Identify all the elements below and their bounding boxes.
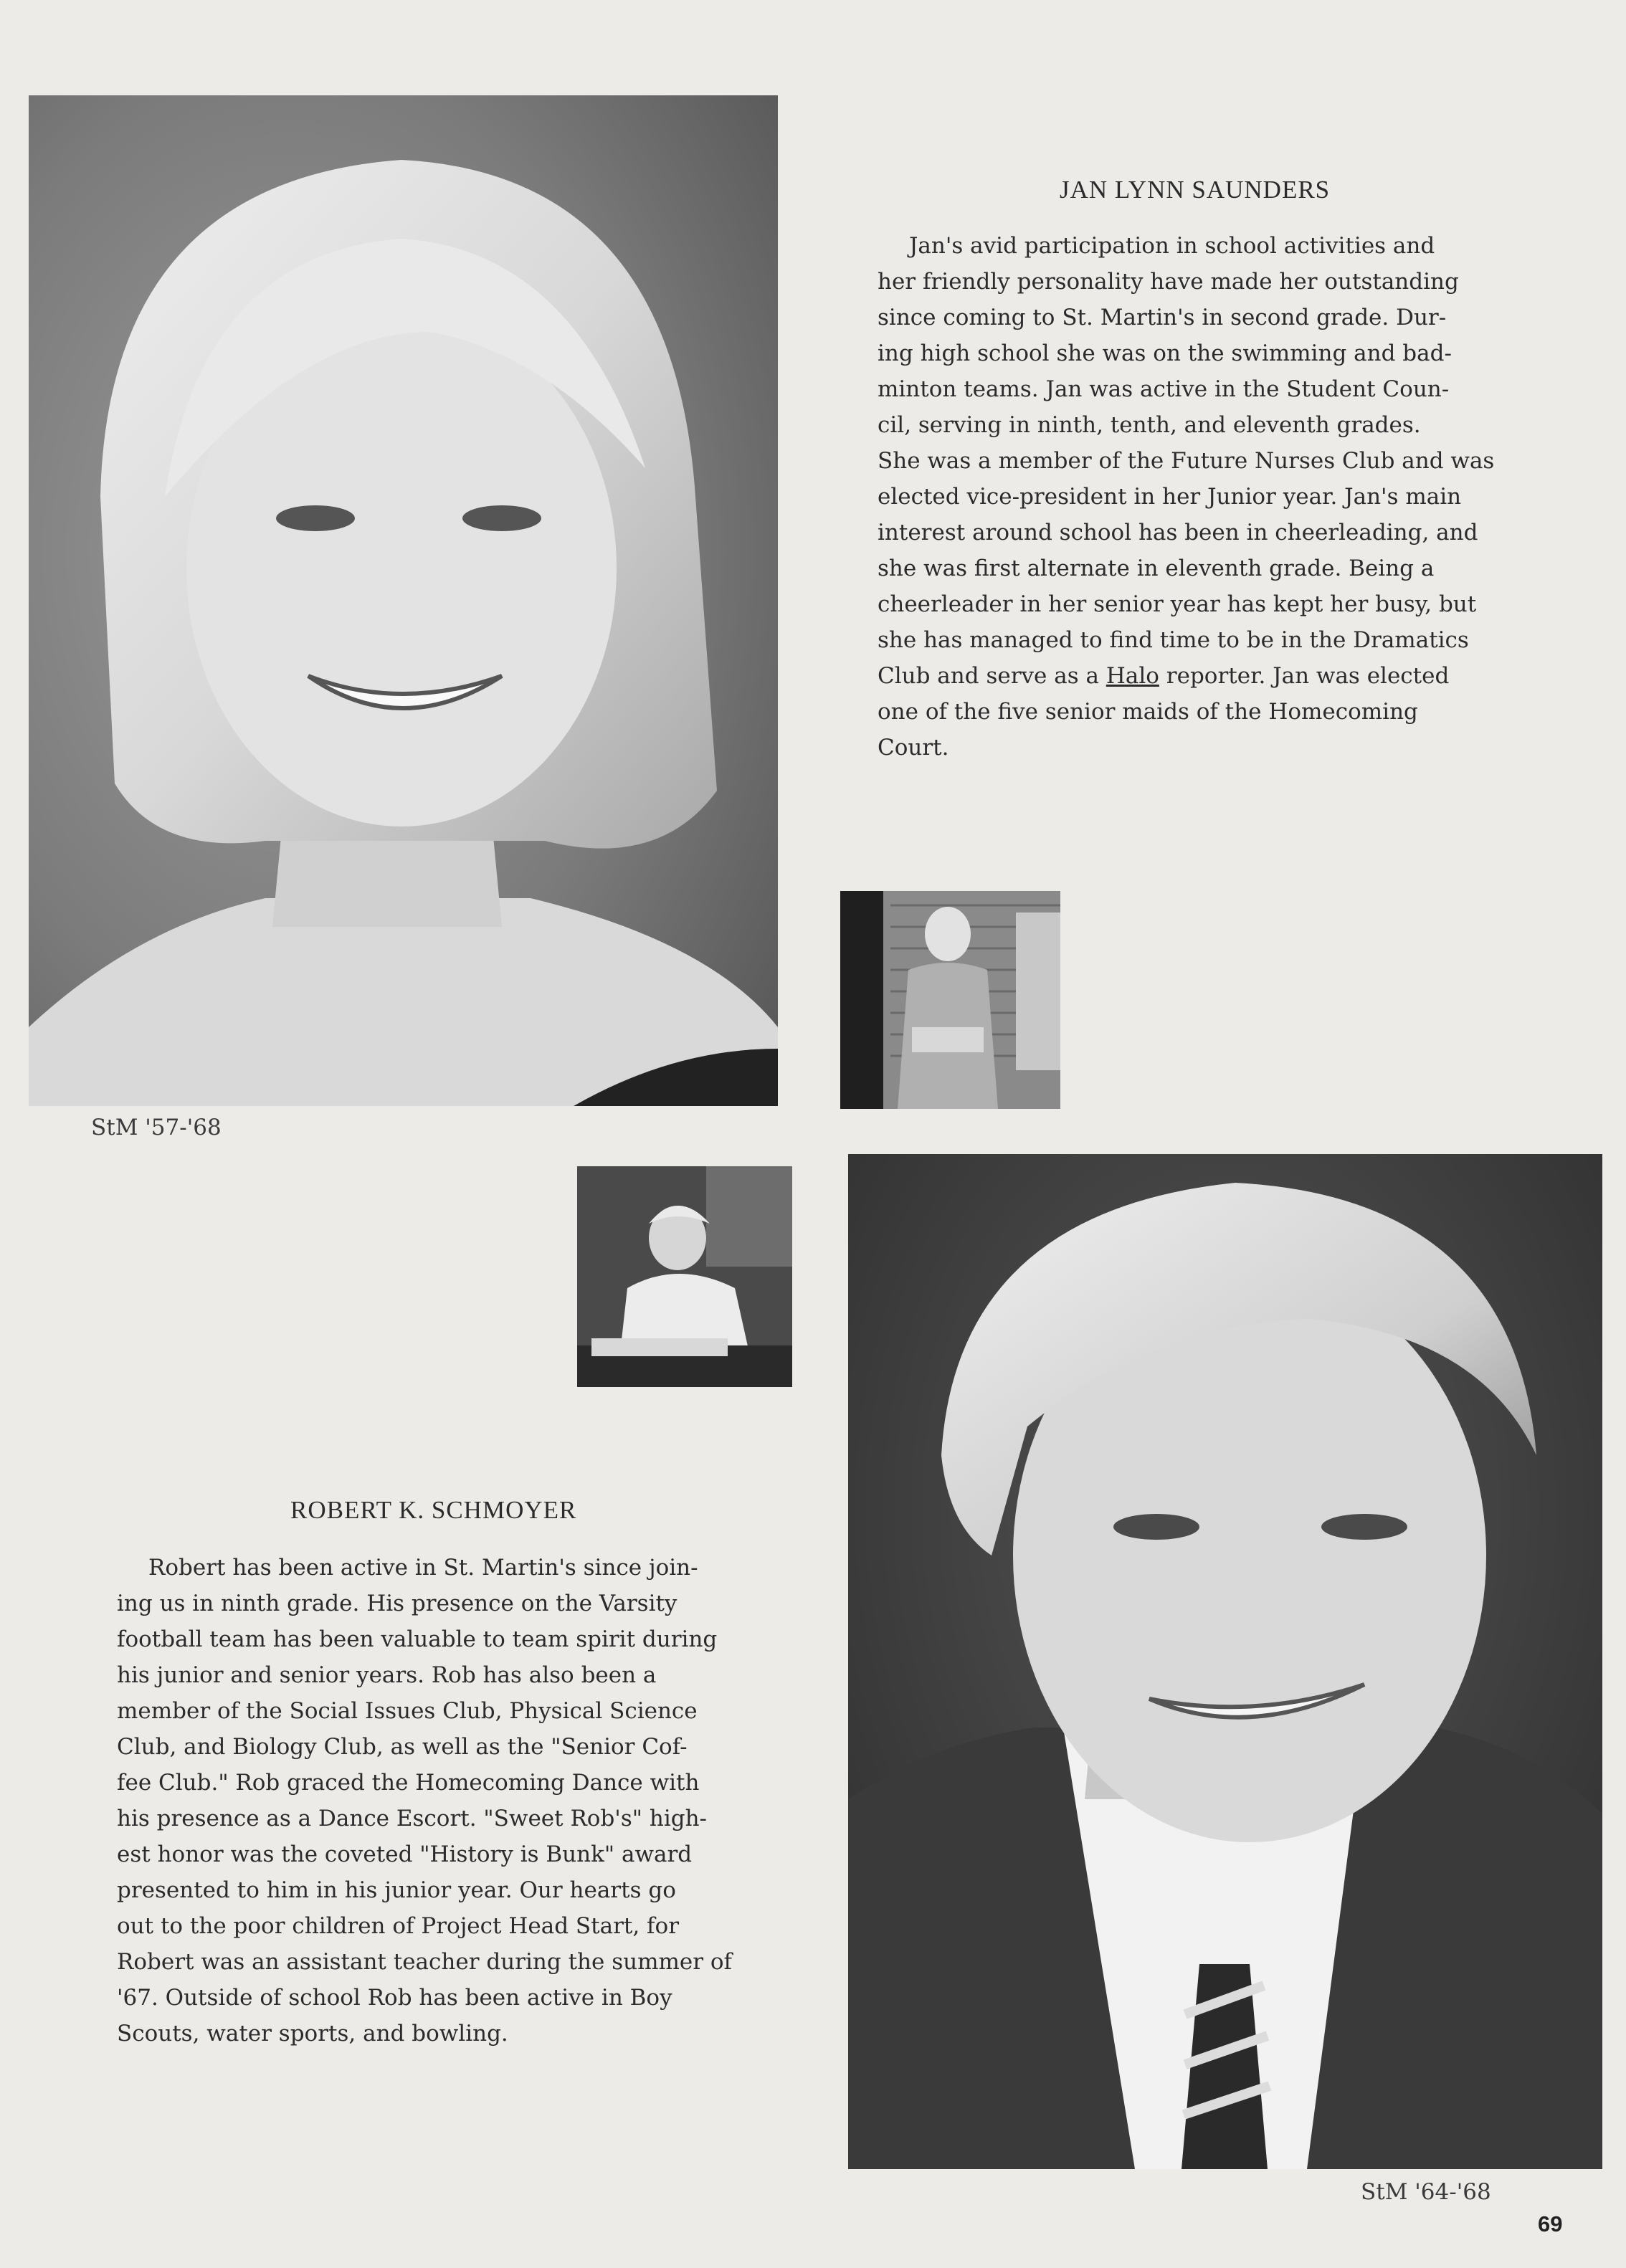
bio-line: Court. <box>878 735 949 761</box>
bio-line: ing us in ninth grade. His presence on the Varsity <box>117 1591 678 1616</box>
candid-photo-jan <box>840 891 1060 1109</box>
bio-line: interest around school has been in cheerleading, and <box>878 520 1478 545</box>
bio-line: fee Club." Rob graced the Homecoming Dance with <box>117 1770 700 1796</box>
portrait-jan-saunders <box>29 95 778 1106</box>
bio-line: minton teams. Jan was active in the Student Coun- <box>878 376 1450 402</box>
bio-line: cil, serving in ninth, tenth, and eleventh grades. <box>878 412 1421 438</box>
bio-line: elected vice-president in her Junior year. Jan's main <box>878 484 1462 510</box>
bio-line: since coming to St. Martin's in second grade. Dur- <box>878 305 1447 330</box>
student-name-robert: ROBERT K. SCHMOYER <box>290 1496 577 1524</box>
portrait-robert-schmoyer <box>848 1154 1602 2169</box>
bio-line <box>878 658 1494 694</box>
bio-line: Club, and Biology Club, as well as the "Senior Cof- <box>117 1734 688 1760</box>
bio-line: her friendly personality have made her outstanding <box>878 269 1459 295</box>
bio-line: his junior and senior years. Rob has also been a <box>117 1662 657 1688</box>
bio-robert <box>117 1550 732 2052</box>
bio-line: one of the five senior maids of the Homecoming <box>878 699 1418 725</box>
bio-line: '67. Outside of school Rob has been active in Boy <box>117 1985 672 2011</box>
bio-line: football team has been valuable to team spirit during <box>117 1626 718 1652</box>
student-name-jan: JAN LYNN SAUNDERS <box>1060 176 1331 204</box>
bio-line: She was a member of the Future Nurses Club and was <box>878 448 1495 474</box>
bio-line: she was first alternate in eleventh grade. Being a <box>878 556 1435 581</box>
candid-photo-robert <box>577 1166 792 1387</box>
caption-jan: StM '57-'68 <box>91 1115 222 1140</box>
bio-line: she has managed to find time to be in the Dramatics <box>878 627 1469 653</box>
publication-title: Halo <box>1106 663 1159 689</box>
bio-line: member of the Social Issues Club, Physical Science <box>117 1698 698 1724</box>
bio-line: Robert has been active in St. Martin's since join- <box>148 1555 698 1581</box>
bio-line: Scouts, water sports, and bowling. <box>117 2021 508 2047</box>
bio-line: his presence as a Dance Escort. "Sweet Rob's" high- <box>117 1806 708 1831</box>
bio-text: reporter. Jan was elected <box>1159 663 1450 689</box>
bio-line: cheerleader in her senior year has kept her busy, but <box>878 591 1477 617</box>
bio-line: ing high school she was on the swimming and bad- <box>878 340 1452 366</box>
bio-line: est honor was the coveted "History is Bunk" award <box>117 1841 693 1867</box>
bio-line: presented to him in his junior year. Our hearts go <box>117 1877 676 1903</box>
bio-line: out to the poor children of Project Head Start, for <box>117 1913 680 1939</box>
page-number: 69 <box>1538 2211 1563 2236</box>
bio-jan <box>878 228 1494 766</box>
bio-text: Club and serve as a <box>878 663 1106 689</box>
bio-line: Jan's avid participation in school activities and <box>909 233 1435 259</box>
bio-line: Robert was an assistant teacher during the summer of <box>117 1949 733 1975</box>
caption-robert: StM '64-'68 <box>1361 2179 1491 2205</box>
